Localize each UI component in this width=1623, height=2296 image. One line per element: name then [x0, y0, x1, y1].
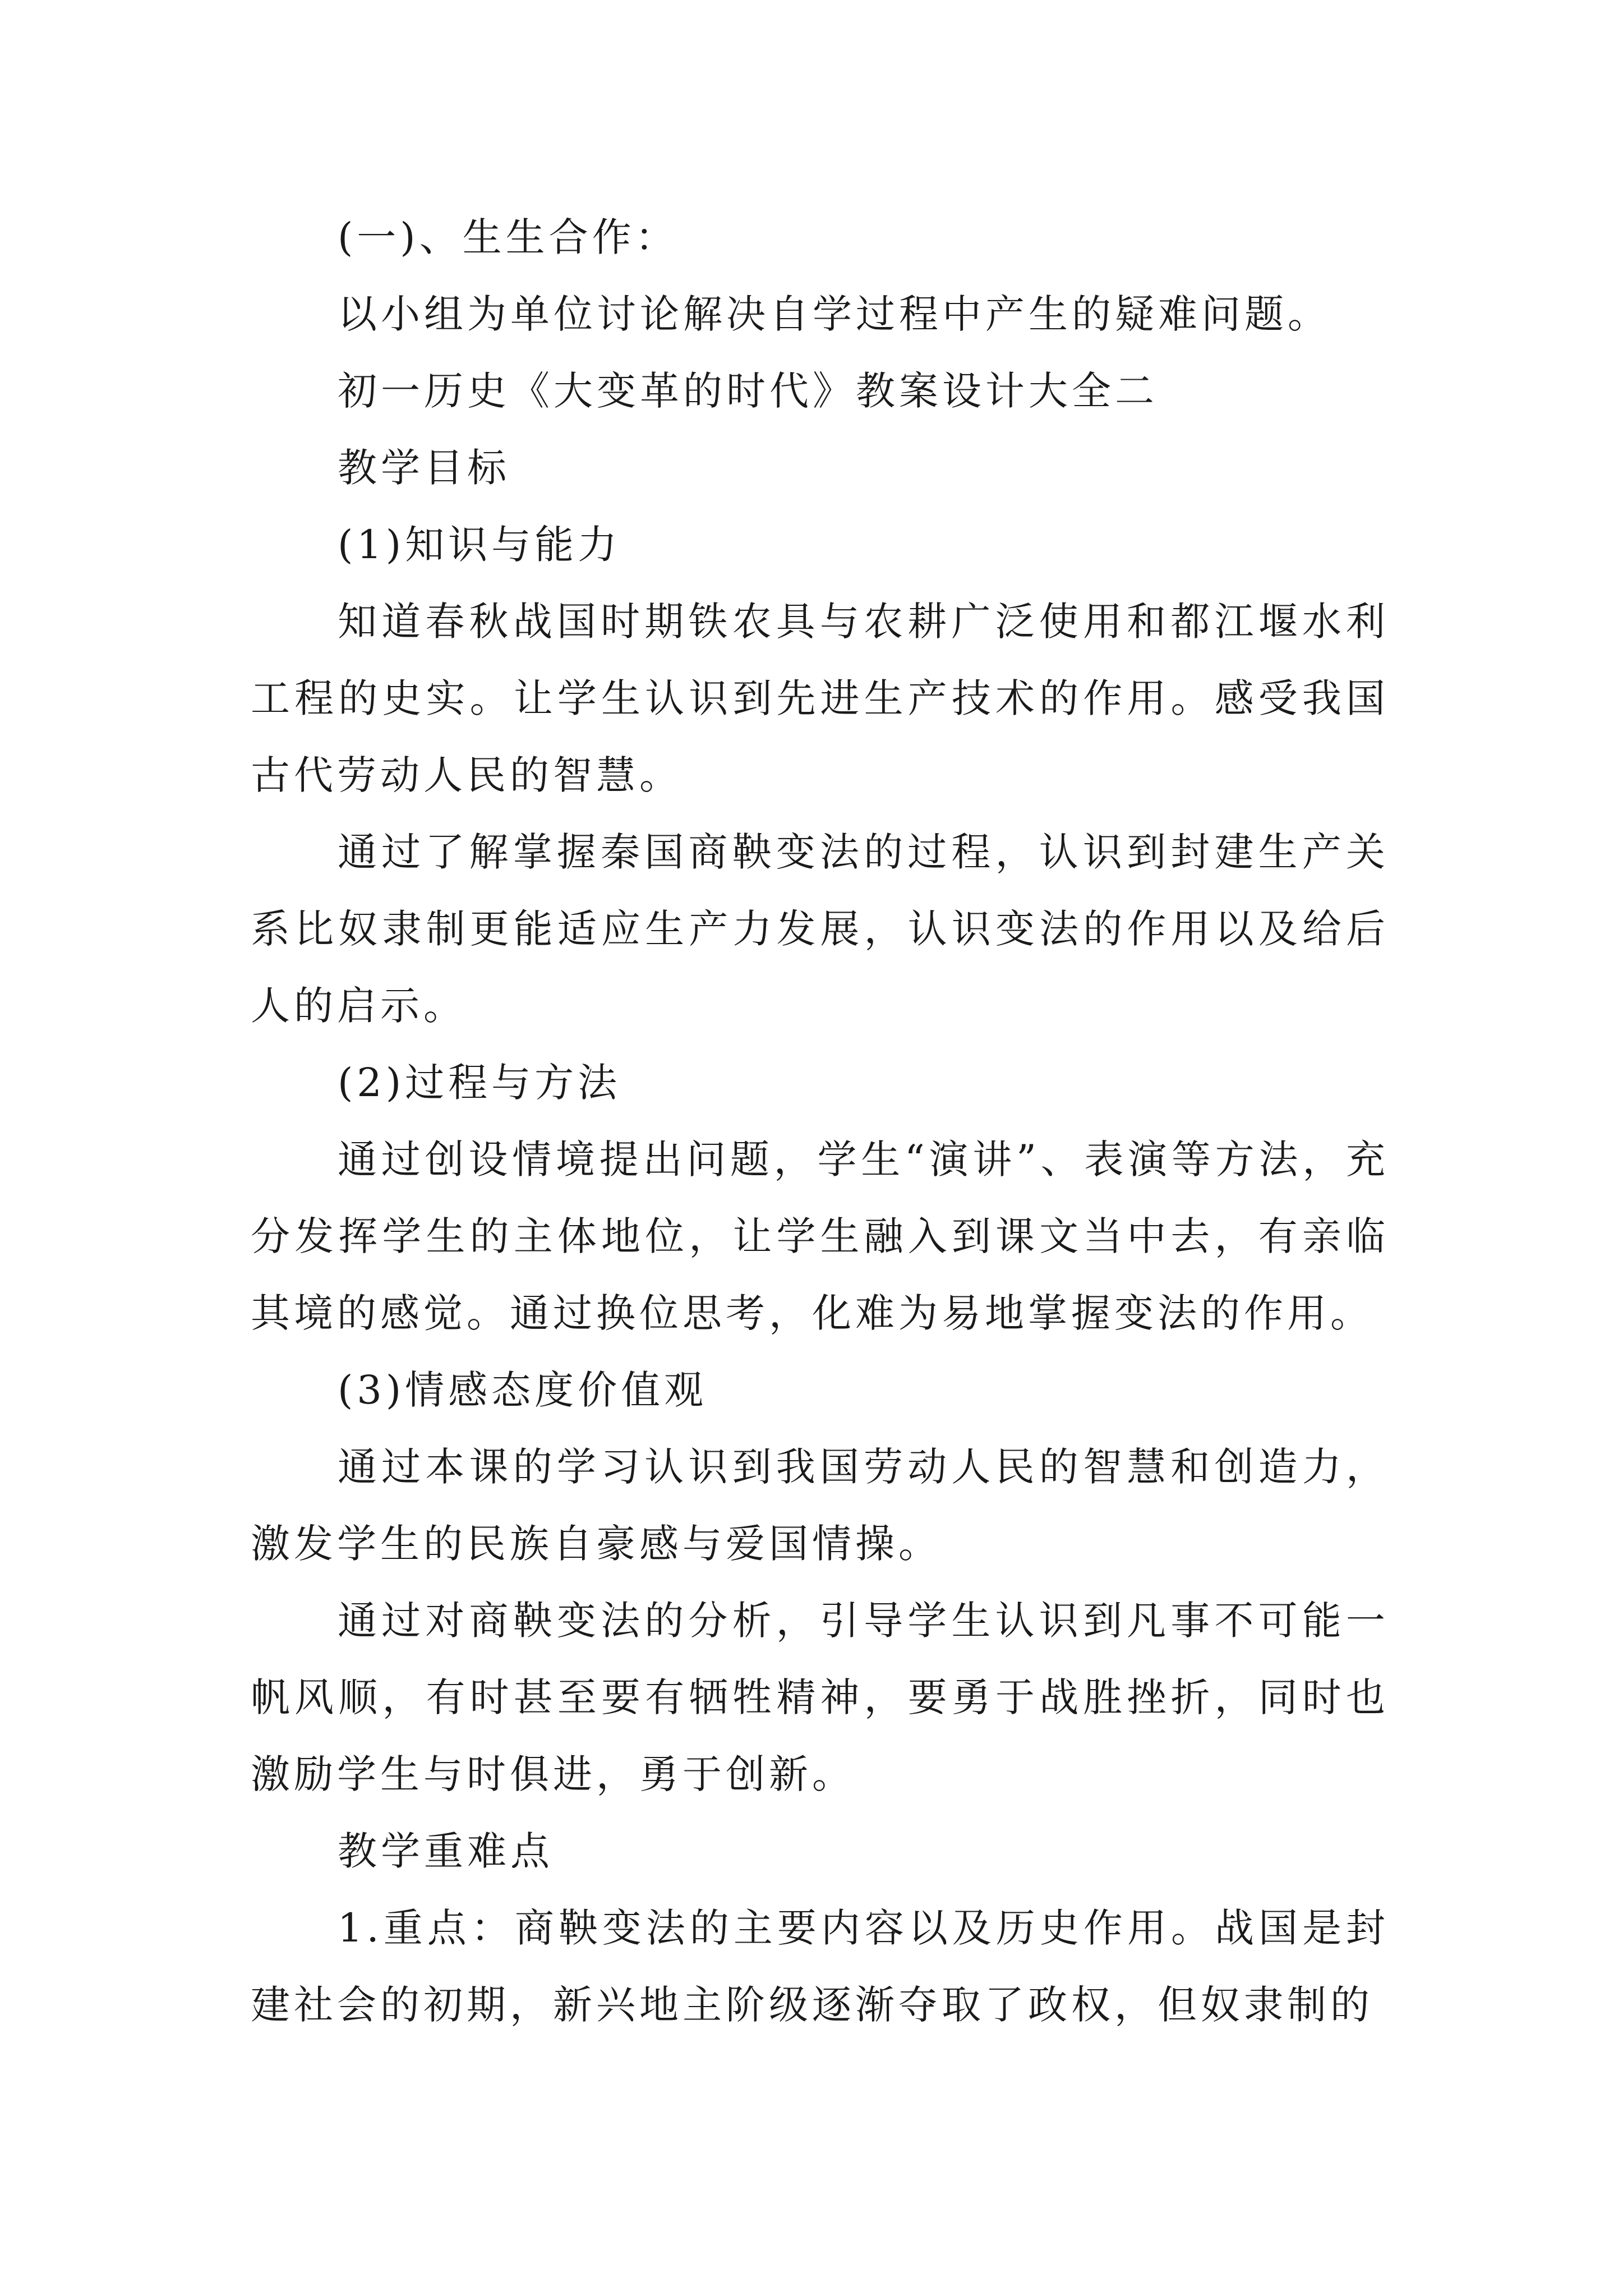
subheading-emotion-values: (3)情感态度价值观 [338, 1367, 708, 1413]
section-heading-cooperation: (一)、生生合作： [338, 214, 679, 260]
paragraph-knowledge-2: 通过了解掌握秦国商鞅变法的过程，认识到封建生产关系比奴隶制更能适应生产力发展，认识变法的作用以及给后人的启示。 [251, 829, 1389, 1029]
paragraph-emotion-2: 通过对商鞅变法的分析，引导学生认识到凡事不可能一帆风顺，有时甚至要有牺牲精神，要勇于战胜挫折，同时也激励学生与时俱进，勇于创新。 [251, 1598, 1389, 1797]
section-heading-teaching-goals: 教学目标 [338, 445, 510, 491]
paragraph-process-method: 通过创设情境提出问题，学生“演讲”、表演等方法，充分发挥学生的主体地位，让学生融入到课文当中去，有亲临其境的感觉。通过换位思考，化难为易地掌握变法的作用。 [251, 1137, 1389, 1336]
lesson-plan-title: 初一历史《大变革的时代》教案设计大全二 [338, 368, 1158, 414]
paragraph-emotion-1: 通过本课的学习认识到我国劳动人民的智慧和创造力，激发学生的民族自豪感与爱国情操。 [251, 1444, 1389, 1567]
paragraph-knowledge-1: 知道春秋战国时期铁农具与农耕广泛使用和都江堰水利工程的史实。让学生认识到先进生产技术的作用。感受我国古代劳动人民的智慧。 [251, 599, 1389, 798]
section-heading-key-difficult-points: 教学重难点 [338, 1828, 554, 1874]
document-body [251, 199, 1389, 2044]
paragraph-group-discussion: 以小组为单位讨论解决自学过程中产生的疑难问题。 [338, 291, 1331, 337]
paragraph-key-point: 1.重点：商鞅变法的主要内容以及历史作用。战国是封建社会的初期，新兴地主阶级逐渐夺取了政权，但奴隶制的 [251, 1905, 1389, 2028]
subheading-process-method: (2)过程与方法 [338, 1060, 621, 1106]
subheading-knowledge-ability: (1)知识与能力 [338, 522, 621, 568]
